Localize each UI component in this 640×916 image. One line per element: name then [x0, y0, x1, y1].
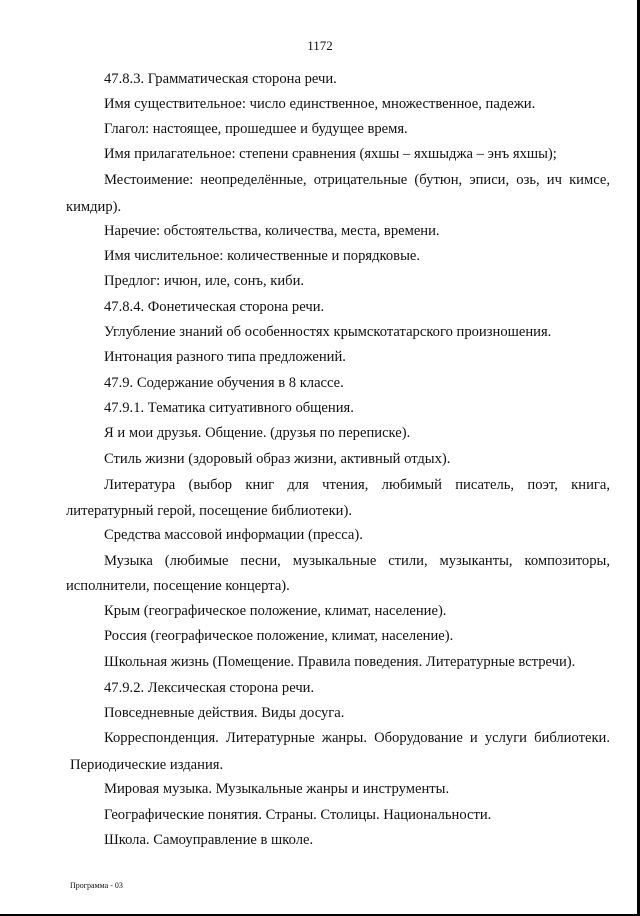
- text-line: Стиль жизни (здоровый образ жизни, активный отдых).: [104, 451, 451, 467]
- text-line: Корреспонденция. Литературные жанры. Оборудование и услуги библиотеки.: [104, 730, 610, 746]
- text-line: Имя прилагательное: степени сравнения (яхшы – яхшыджа – энъ яхшы);: [104, 146, 557, 162]
- text-line: Географические понятия. Страны. Столицы. Национальности.: [104, 807, 492, 823]
- text-line: Имя существительное: число единственное, множественное, падежи.: [104, 96, 536, 112]
- text-line: Средства массовой информации (пресса).: [104, 527, 363, 543]
- text-line: Повседневные действия. Виды досуга.: [104, 705, 345, 721]
- page-number: 1172: [307, 38, 333, 53]
- text-line: Имя числительное: количественные и порядковые.: [104, 248, 420, 264]
- text-line: Школа. Самоуправление в школе.: [104, 832, 314, 848]
- text-line: литературный герой, посещение библиотеки).: [66, 503, 352, 519]
- text-line: Предлог: ичюн, иле, сонъ, киби.: [104, 273, 305, 289]
- text-line: Наречие: обстоятельства, количества, места, времени.: [104, 223, 440, 239]
- text-line: Россия (географическое положение, климат, население).: [104, 628, 454, 644]
- text-line: кимдир).: [66, 199, 122, 215]
- text-line: Углубление знаний об особенностях крымскотатарского произношения.: [104, 324, 552, 340]
- text-line: 47.9.1. Тематика ситуативного общения.: [104, 400, 354, 416]
- text-line: Я и мои друзья. Общение. (друзья по переписке).: [104, 425, 411, 441]
- footer-label: Программа - 03: [70, 881, 123, 890]
- text-line: 47.8.4. Фонетическая сторона речи.: [104, 299, 325, 315]
- text-line: Музыка (любимые песни, музыкальные стили, музыканты, композиторы,: [104, 553, 610, 569]
- text-line: Периодические издания.: [70, 757, 224, 773]
- text-line: Глагол: настоящее, прошедшее и будущее время.: [104, 121, 408, 137]
- text-line: Местоимение: неопределённые, отрицательные (бутюн, эписи, озь, ич кимсе,: [104, 172, 610, 188]
- text-line: Мировая музыка. Музыкальные жанры и инструменты.: [104, 781, 450, 797]
- text-line: 47.9. Содержание обучения в 8 классе.: [104, 375, 344, 391]
- text-line: Школьная жизнь (Помещение. Правила поведения. Литературные встречи).: [104, 654, 576, 670]
- text-line: 47.8.3. Грамматическая сторона речи.: [104, 71, 337, 87]
- text-line: Крым (географическое положение, климат, население).: [104, 603, 447, 619]
- text-line: исполнители, посещение концерта).: [66, 578, 290, 594]
- text-line: 47.9.2. Лексическая сторона речи.: [104, 680, 315, 696]
- text-line: Литература (выбор книг для чтения, любимый писатель, поэт, книга,: [104, 477, 610, 493]
- text-line: Интонация разного типа предложений.: [104, 349, 346, 365]
